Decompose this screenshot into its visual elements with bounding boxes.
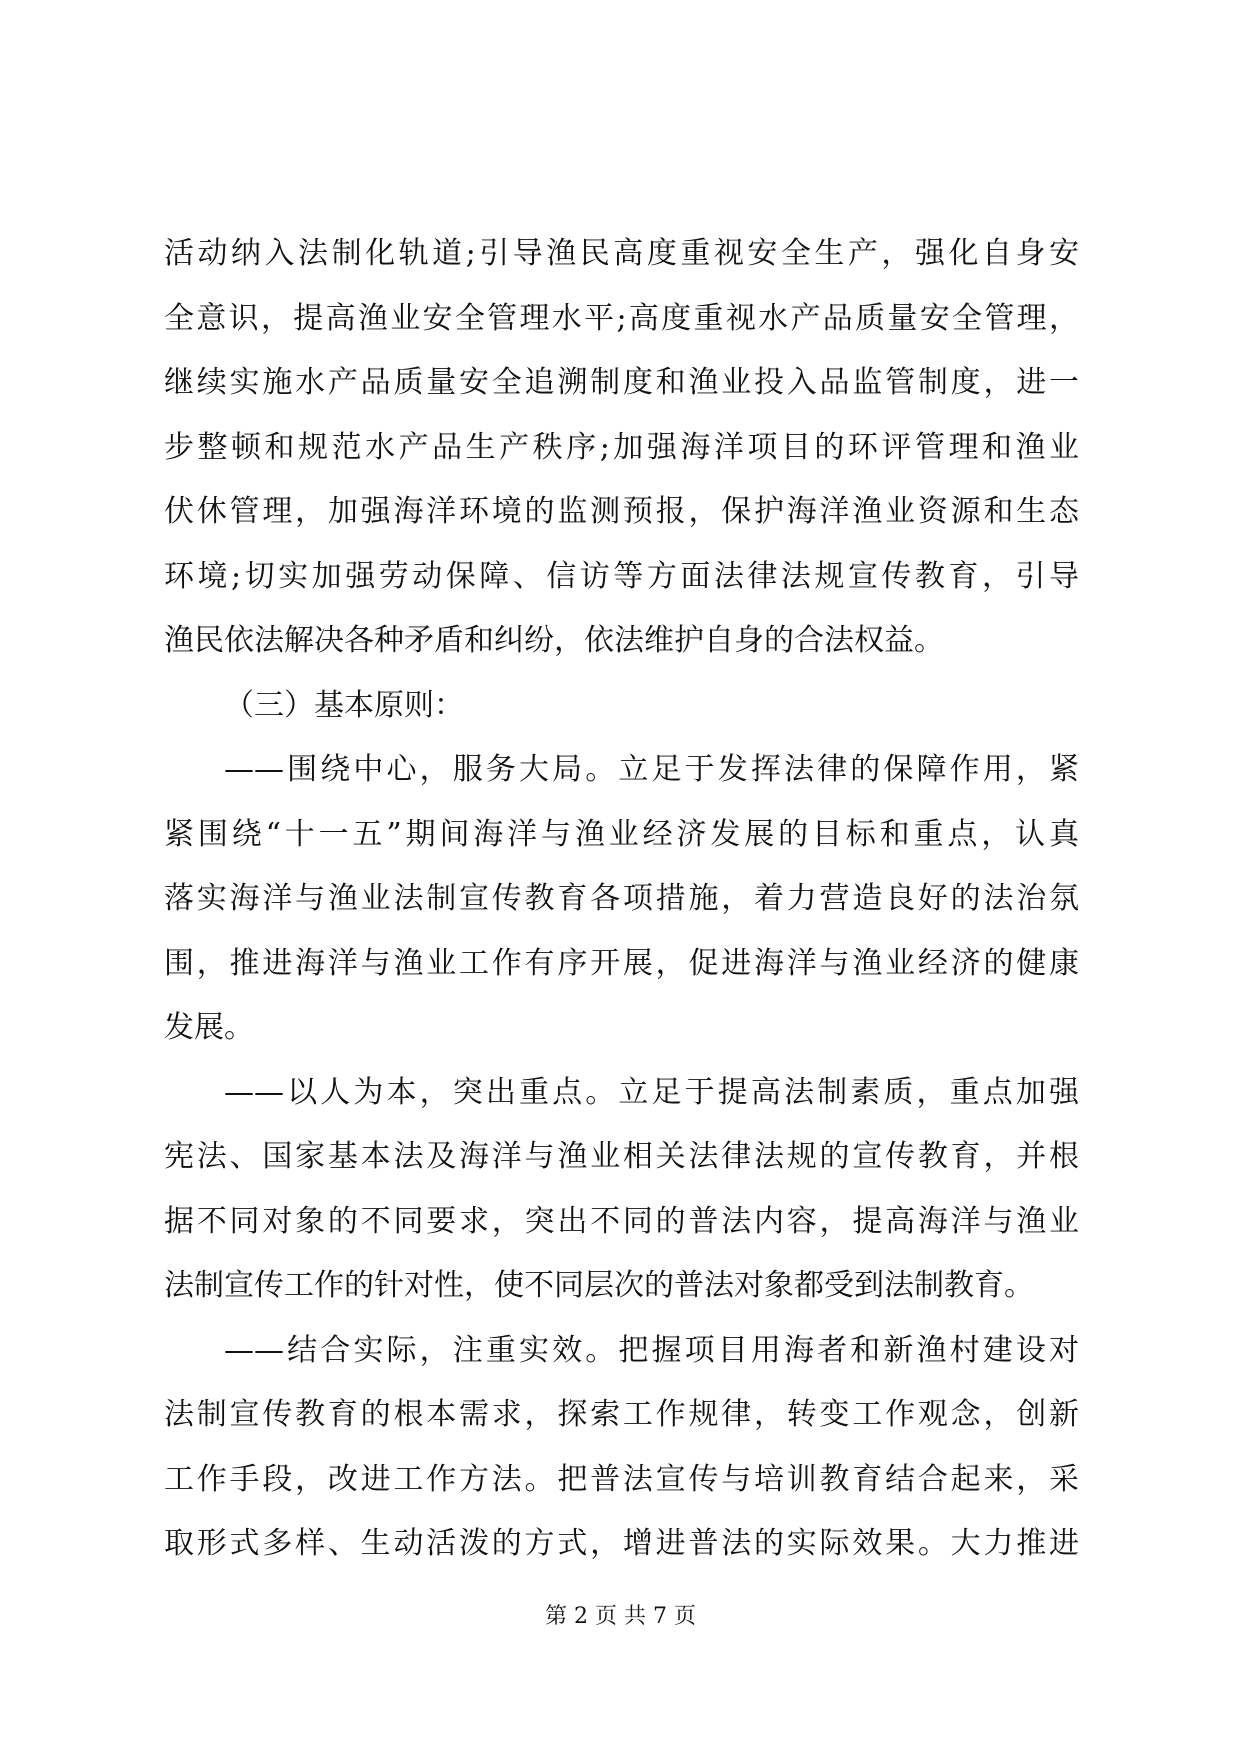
principle-1-line-5: 发展。	[164, 1010, 254, 1045]
principle-1-line-3: 落实海洋与渔业法制宣传教育各项措施，着力营造良好的法治氛	[164, 881, 1079, 916]
body-line-6: 环境;切实加强劳动保障、信访等方面法律法规宣传教育，引导	[164, 558, 1079, 594]
principle-3-line-4: 取形式多样、生动活泼的方式，增进普法的实际效果。大力推进	[164, 1526, 1079, 1561]
principle-3-line-1: ——结合实际，注重实效。把握项目用海者和新渔村建设对	[224, 1332, 1079, 1368]
body-line-7: 渔民依法解决各种矛盾和纠纷，依法维护自身的合法权益。	[164, 623, 944, 658]
body-line-3: 继续实施水产品质量安全追溯制度和渔业投入品监管制度，进一	[164, 365, 1079, 400]
body-line-1: 活动纳入法制化轨道;引导渔民高度重视安全生产，强化自身安	[164, 236, 1079, 271]
principle-2-line-1: ——以人为本，突出重点。立足于提高法制素质，重点加强	[224, 1074, 1079, 1110]
principle-3-line-3: 工作手段，改进工作方法。把普法宣传与培训教育结合起来，采	[164, 1461, 1079, 1497]
principle-3-line-2: 法制宣传教育的根本需求，探索工作规律，转变工作观念，创新	[164, 1397, 1079, 1432]
section-heading: （三）基本原则：	[224, 687, 464, 723]
document-body	[164, 222, 1079, 1577]
body-line-5: 伏休管理，加强海洋环境的监测预报，保护海洋渔业资源和生态	[164, 494, 1079, 529]
body-line-4: 步整顿和规范水产品生产秩序;加强海洋项目的环评管理和渔业	[164, 429, 1079, 465]
principle-2-line-3: 据不同对象的不同要求，突出不同的普法内容，提高海洋与渔业	[164, 1203, 1079, 1239]
principle-1-line-1: ——围绕中心，服务大局。立足于发挥法律的保障作用，紧	[224, 752, 1079, 787]
principle-1-line-4: 围，推进海洋与渔业工作有序开展，促进海洋与渔业经济的健康	[164, 945, 1079, 981]
page-number-footer: 第 2 页 共 7 页	[545, 1604, 696, 1629]
body-line-2: 全意识，提高渔业安全管理水平;高度重视水产品质量安全管理，	[164, 300, 1079, 336]
principle-2-line-2: 宪法、国家基本法及海洋与渔业相关法律法规的宣传教育，并根	[164, 1139, 1079, 1174]
principle-1-line-2: 紧围绕“十一五”期间海洋与渔业经济发展的目标和重点，认真	[164, 816, 1079, 852]
principle-2-line-4: 法制宣传工作的针对性，使不同层次的普法对象都受到法制教育。	[164, 1268, 1034, 1303]
